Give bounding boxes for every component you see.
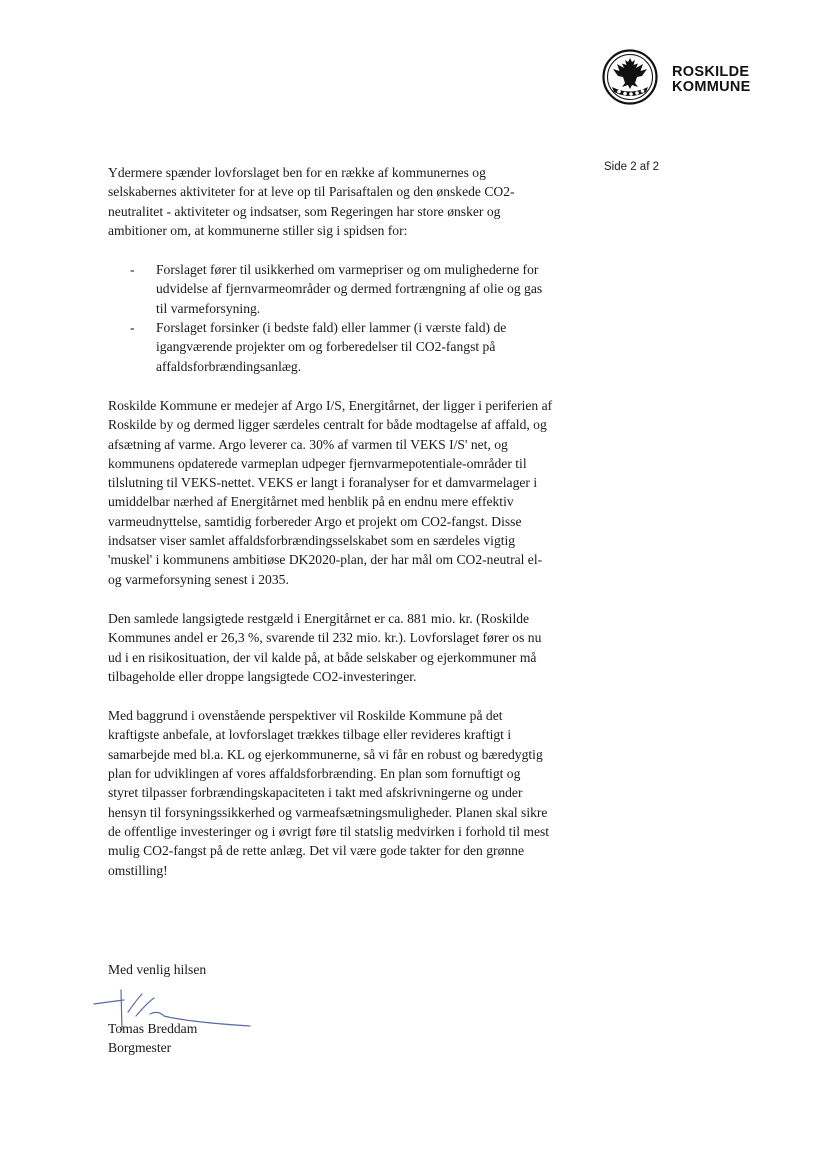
bullet-item xyxy=(108,260,553,318)
letter-body xyxy=(108,163,553,900)
bullet-dash: - xyxy=(130,262,135,278)
roskilde-kommune-logo xyxy=(602,49,762,109)
bullet-dash: - xyxy=(130,320,135,336)
bullet-list xyxy=(108,260,553,376)
paragraph-2: Roskilde Kommune er medejer af Argo I/S, Energitårnet, der ligger i periferien af Roskilde by og dermed ligger særdeles centralt for både modtagelse af affald, og afsætning af varme. Argo leverer ca. 30% af varmen til VEKS I/S' net, og kommunens opdaterede varmeplan udpeger fjernvarmepotentiale-områder til tilslutning til VEKS-nettet. VEKS er langt i foranalyser for et damvarmelager i umiddelbar nærhed af Energitårnet med henblik på en endnu mere effektiv varmeudnyttelse, samtidig forbereder Argo et projekt om CO2-fangst. Disse indsatser viser samlet affaldsforbrændingsselskabet som en særdeles vigtig 'muskel' i kommunens ambitiøse DK2020-plan, der har mål om CO2-neutral el- og varmeforsyning senest i 2035. xyxy=(108,397,553,587)
signer-name: Tomas Breddam xyxy=(108,1021,198,1036)
bullet-item xyxy=(108,318,553,376)
signer-block xyxy=(108,1019,197,1058)
logo-wordmark xyxy=(672,65,751,95)
signer-title: Borgmester xyxy=(108,1040,172,1056)
logo-line-1: ROSKILDE xyxy=(672,64,750,80)
page-number: Side 2 af 2 xyxy=(604,161,659,173)
closing-greeting: Med venlig hilsen xyxy=(108,962,207,977)
bullet-text: Forslaget forsinker (i bedste fald) eller lammer (i værste fald) de igangværende projekter om og forberedelser til CO2-fangst på affaldsforbrændingsanlæg. xyxy=(156,320,507,374)
paragraph-4: Med baggrund i ovenstående perspektiver vil Roskilde Kommune på det kraftigste anbefale, at lovforslaget trækkes tilbage eller revideres kraftigt i samarbejde med bl.a. KL og ejerkommunerne, så vi får en robust og bæredygtig plan for udviklingen af vores affaldsforbrænding. En plan som fornuftigt og styret tilpasser forbrændingskapaciteten i takt med afskrivningerne og under hensyn til forsyningssikkerhed og varmeafsætningsmuligheder. Planen skal sikre de offentlige investeringer og i øvrigt føre til statslig medvirken i forhold til mest mulig CO2-fangst på de rette anlæg. Det vil være gode takter for den grønne omstilling! xyxy=(108,708,550,878)
paragraph-1: Ydermere spænder lovforslaget ben for en række af kommunernes og selskabernes aktiviteter for at leve op til Parisaftalen og den ønskede CO2-neutralitet - aktiviteter og indsatser, som Regeringen har store ønsker og ambitioner om, at kommunerne stiller sig i spidsen for: xyxy=(108,165,515,238)
coat-of-arms-icon xyxy=(602,49,658,105)
paragraph-3: Den samlede langsigtede restgæld i Energitårnet er ca. 881 mio. kr. (Roskilde Kommunes andel er 26,3 %, svarende til 232 mio. kr.). Lovforslaget fører os nu ud i en risikosituation, der vil kalde på, at både selskaber og ejerkommuner må tilbageholde eller droppe langsigtede CO2-investeringer. xyxy=(108,610,542,684)
logo-line-2: KOMMUNE xyxy=(672,79,751,95)
bullet-text: Forslaget fører til usikkerhed om varmepriser og om mulighederne for udvidelse af fjernvarmeområder og dermed fortrængning af olie og gas til varmeforsyning. xyxy=(156,262,543,316)
